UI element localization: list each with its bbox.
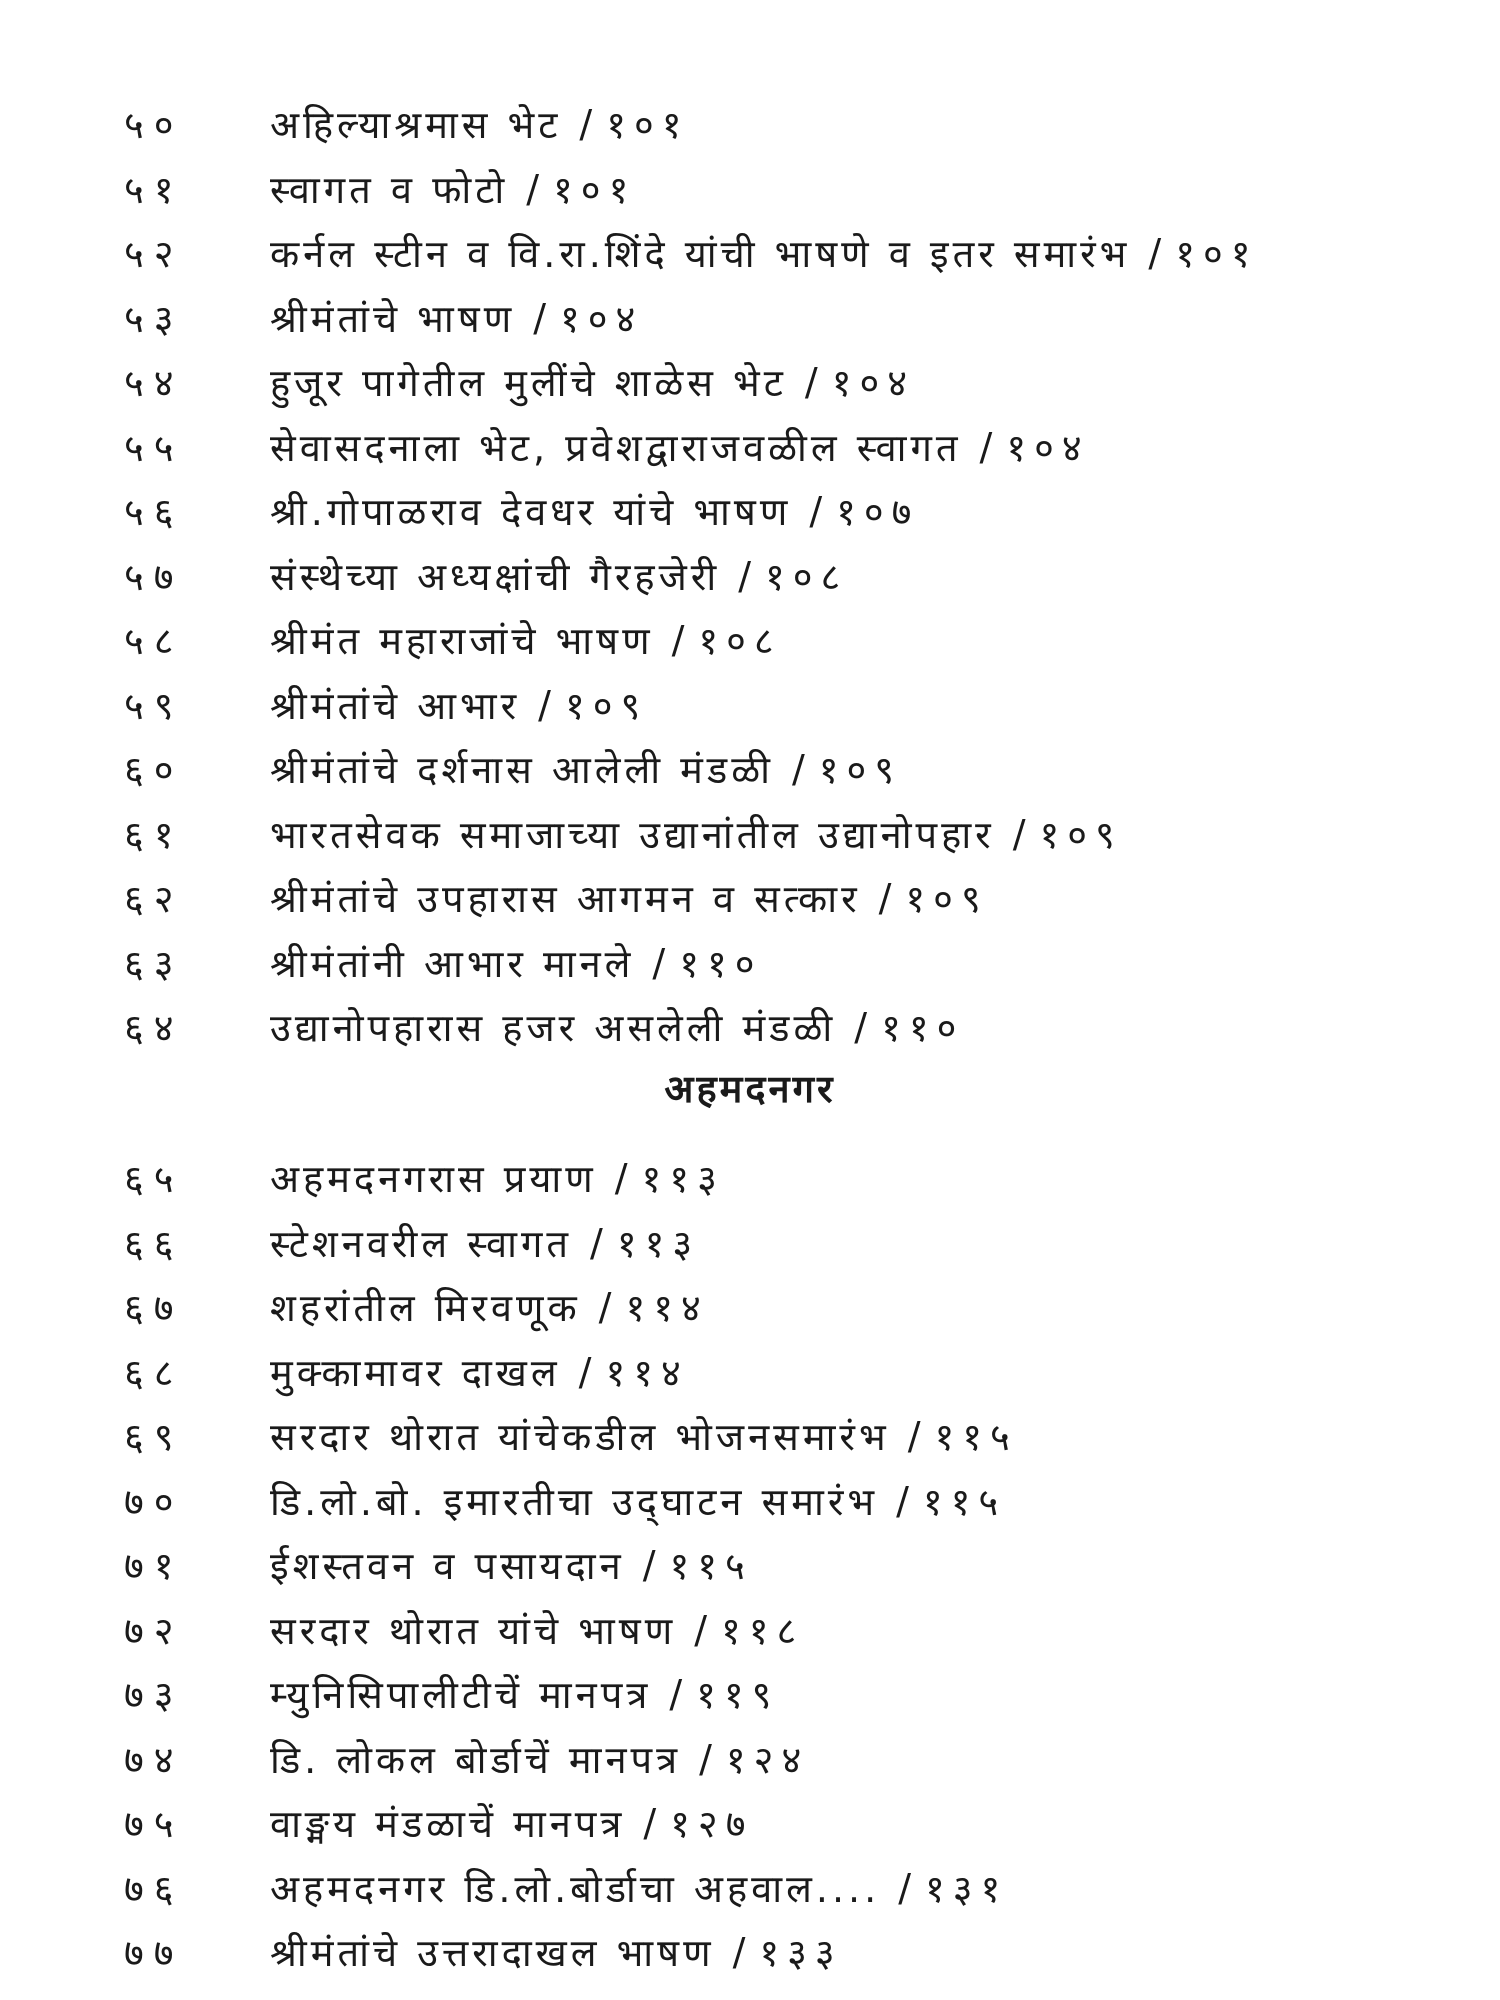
toc-entry-separator: / — [538, 682, 551, 727]
toc-entry-separator: / — [699, 1736, 712, 1781]
toc-entry-page-number: १०९ — [905, 877, 989, 922]
toc-entry-separator: / — [809, 489, 823, 534]
toc-entry-number: ६३ — [124, 941, 184, 986]
toc-entry — [124, 1662, 1454, 1727]
toc-entry-number: ६५ — [124, 1157, 184, 1202]
toc-entry — [124, 1791, 1454, 1856]
toc-entry-separator: / — [578, 1349, 592, 1394]
toc-entry-page-number: ११० — [679, 941, 763, 986]
toc-entry-separator: / — [1148, 231, 1162, 276]
toc-entry-title: सेवासदनाला भेट, प्रवेशद्वाराजवळील स्वागत — [270, 425, 962, 470]
toc-entry-page-number: ११३ — [616, 1221, 701, 1266]
toc-entry-title: स्वागत व फोटो — [270, 167, 509, 212]
toc-entry-title: स्टेशनवरील स्वागत — [270, 1221, 573, 1266]
toc-entry-separator: / — [694, 1607, 708, 1652]
toc-entry-page-number: १०४ — [560, 296, 644, 341]
toc-entry-title: उद्यानोपहारास हजर असलेली मंडळी — [270, 1006, 837, 1051]
toc-entry-page-number: १३३ — [759, 1931, 843, 1976]
toc-entry — [124, 1533, 1454, 1598]
toc-entry-page-number: ११३ — [641, 1157, 725, 1202]
toc-entry-number: ७१ — [124, 1544, 184, 1589]
toc-entry — [124, 350, 1454, 415]
toc-entry-number: ६७ — [124, 1286, 184, 1331]
toc-entry-title: श्रीमंतांचे उत्तरादाखल भाषण — [270, 1931, 715, 1976]
toc-entry-page-number: १०७ — [836, 490, 920, 535]
toc-entry-page-number: ११५ — [934, 1415, 1018, 1460]
toc-entry-number: ५८ — [124, 619, 184, 664]
toc-entry-title: म्युनिसिपालीटीचें मानपत्र — [270, 1673, 652, 1718]
toc-entry-separator: / — [907, 1414, 921, 1459]
toc-entry — [124, 802, 1454, 867]
toc-entry — [124, 608, 1454, 673]
toc-entry-title: डि. लोकल बोर्डाचें मानपत्र — [270, 1737, 682, 1782]
toc-entry-number: ५४ — [124, 361, 184, 406]
toc-entry-number: ५१ — [124, 167, 184, 212]
toc-entry-title: हुजूर पागेतील मुलींचे शाळेस भेट — [270, 361, 787, 406]
toc-entry-number: ७७ — [124, 1931, 184, 1976]
toc-entry-page-number: १०९ — [1039, 812, 1123, 857]
toc-entry-separator: / — [598, 1285, 612, 1330]
toc-entry-page-number: ११५ — [922, 1479, 1007, 1524]
toc-entry-page-number: १२४ — [725, 1737, 810, 1782]
toc-entry-separator: / — [533, 295, 546, 340]
toc-entry-title: ईशस्तवन व पसायदान — [270, 1544, 625, 1589]
toc-entry-number: ६० — [124, 748, 184, 793]
toc-entry-page-number: १०९ — [564, 683, 649, 728]
toc-entry-title: श्रीमंतांनी आभार मानले — [270, 941, 635, 986]
toc-entry-title: संस्थेच्या अध्यक्षांची गैरहजेरी — [270, 554, 721, 599]
toc-entry-number: ७५ — [124, 1802, 184, 1847]
toc-entry-page-number: १०४ — [831, 361, 915, 406]
toc-entry-title: श्रीमंत महाराजांचे भाषण — [270, 619, 654, 664]
toc-entry-separator: / — [671, 618, 685, 663]
toc-entry-title: शहरांतील मिरवणूक — [270, 1286, 581, 1331]
toc-entry-number: ७२ — [124, 1608, 184, 1653]
toc-entry-separator: / — [738, 553, 752, 598]
toc-entry-separator: / — [590, 1220, 603, 1265]
toc-entry — [124, 1211, 1454, 1276]
toc-entry-number: ५९ — [124, 683, 184, 728]
toc-entry-number: ६२ — [124, 877, 184, 922]
toc-entry — [124, 1340, 1454, 1405]
toc-entry-number: ५२ — [124, 232, 184, 277]
toc-entry-title: कर्नल स्टीन व वि.रा.शिंदे यांची भाषणे व इतर समारंभ — [270, 232, 1131, 277]
toc-entry-title: अहमदनगरास प्रयाण — [270, 1157, 597, 1202]
toc-entry-separator: / — [896, 1478, 909, 1523]
toc-entry — [124, 92, 1454, 157]
toc-entry — [124, 544, 1454, 609]
toc-entry-page-number: १०१ — [606, 103, 690, 148]
toc-entry-page-number: ११४ — [605, 1350, 689, 1395]
toc-entry-page-number: १०१ — [553, 167, 637, 212]
toc-entry — [124, 866, 1454, 931]
toc-entry-title: श्रीमंतांचे भाषण — [270, 296, 516, 341]
toc-list-part-two — [124, 1146, 1454, 1985]
toc-entry — [124, 1598, 1454, 1663]
toc-entry-page-number: १२७ — [670, 1802, 754, 1847]
toc-entry-page-number: ११८ — [721, 1608, 805, 1653]
section-heading: अहमदनगर — [664, 1067, 836, 1111]
toc-entry-number: ६१ — [124, 812, 184, 857]
toc-entry-separator: / — [614, 1156, 628, 1201]
toc-entry — [124, 221, 1454, 286]
toc-entry — [124, 995, 1454, 1060]
toc-entry-number: ६६ — [124, 1221, 184, 1266]
toc-entry — [124, 1469, 1454, 1534]
toc-entry-number: ७० — [124, 1479, 184, 1524]
toc-entry — [124, 1920, 1454, 1985]
toc-entry-separator: / — [652, 940, 666, 985]
toc-entry-number: ६८ — [124, 1350, 184, 1395]
toc-entry-separator: / — [1012, 811, 1026, 856]
toc-entry-page-number: ११४ — [625, 1286, 709, 1331]
toc-entry-title: सरदार थोरात यांचे भाषण — [270, 1608, 677, 1653]
toc-entry — [124, 1275, 1454, 1340]
toc-entry-page-number: १३१ — [925, 1866, 1009, 1911]
toc-entry-separator: / — [979, 424, 993, 469]
toc-entry-title: अहमदनगर डि.लो.बोर्डाचा अहवाल.... — [270, 1866, 881, 1911]
toc-entry-title: डि.लो.बो. इमारतीचा उद्‌घाटन समारंभ — [270, 1479, 879, 1524]
toc-entry-separator: / — [854, 1005, 868, 1050]
toc-entry-number: ६४ — [124, 1006, 184, 1051]
toc-entry-page-number: १०१ — [1175, 232, 1259, 277]
toc-entry-title: श्रीमंतांचे दर्शनास आलेली मंडळी — [270, 748, 774, 793]
toc-entry-page-number: १०४ — [1006, 425, 1090, 470]
toc-entry-number: ५७ — [124, 554, 184, 599]
toc-entry-number: ५५ — [124, 425, 184, 470]
toc-entry-separator: / — [732, 1930, 746, 1975]
toc-entry — [124, 1856, 1454, 1921]
toc-entry-separator: / — [878, 876, 892, 921]
toc-entry-title: सरदार थोरात यांचेकडील भोजनसमारंभ — [270, 1415, 890, 1460]
toc-entry-separator: / — [804, 360, 818, 405]
toc-entry-separator: / — [642, 1543, 656, 1588]
toc-entry-page-number: ११९ — [696, 1673, 780, 1718]
toc-list-part-one — [124, 92, 1454, 1060]
toc-entry-page-number: १०८ — [765, 554, 849, 599]
toc-entry-separator: / — [643, 1801, 657, 1846]
toc-entry-title: श्रीमंतांचे उपहारास आगमन व सत्कार — [270, 877, 861, 922]
toc-entry-title: वाङ्मय मंडळाचें मानपत्र — [270, 1802, 626, 1847]
toc-entry-number: ७४ — [124, 1737, 184, 1782]
toc-entry-number: ५० — [124, 103, 184, 148]
toc-entry-number: ७६ — [124, 1866, 184, 1911]
toc-entry — [124, 1146, 1454, 1211]
toc-entry — [124, 157, 1454, 222]
toc-entry — [124, 1404, 1454, 1469]
toc-entry-separator: / — [898, 1865, 911, 1910]
toc-entry-separator: / — [791, 747, 805, 792]
toc-entry-separator: / — [669, 1672, 683, 1717]
toc-entry-number: ५६ — [124, 490, 184, 535]
toc-entry-title: अहिल्याश्रमास भेट — [270, 103, 562, 148]
toc-entry-page-number: ११० — [881, 1006, 965, 1051]
toc-entry — [124, 286, 1454, 351]
toc-entry — [124, 415, 1454, 480]
toc-entry-title: श्रीमंतांचे आभार — [270, 683, 521, 728]
toc-entry-page-number: १०८ — [698, 619, 782, 664]
toc-entry-separator: / — [579, 102, 593, 147]
toc-entry-page-number: १०९ — [818, 748, 903, 793]
toc-entry-title: भारतसेवक समाजाच्या उद्यानांतील उद्यानोपहार — [270, 812, 995, 857]
toc-entry-page-number: ११५ — [669, 1544, 753, 1589]
toc-entry-title: मुक्कामावर दाखल — [270, 1350, 561, 1395]
toc-entry — [124, 479, 1454, 544]
toc-entry — [124, 931, 1454, 996]
toc-entry — [124, 737, 1454, 802]
toc-entry — [124, 1727, 1454, 1792]
toc-entry-number: ५३ — [124, 296, 184, 341]
toc-entry — [124, 673, 1454, 738]
toc-entry-separator: / — [526, 166, 540, 211]
toc-entry-title: श्री.गोपाळराव देवधर यांचे भाषण — [270, 490, 792, 535]
toc-entry-number: ७३ — [124, 1673, 184, 1718]
toc-entry-number: ६९ — [124, 1415, 184, 1460]
